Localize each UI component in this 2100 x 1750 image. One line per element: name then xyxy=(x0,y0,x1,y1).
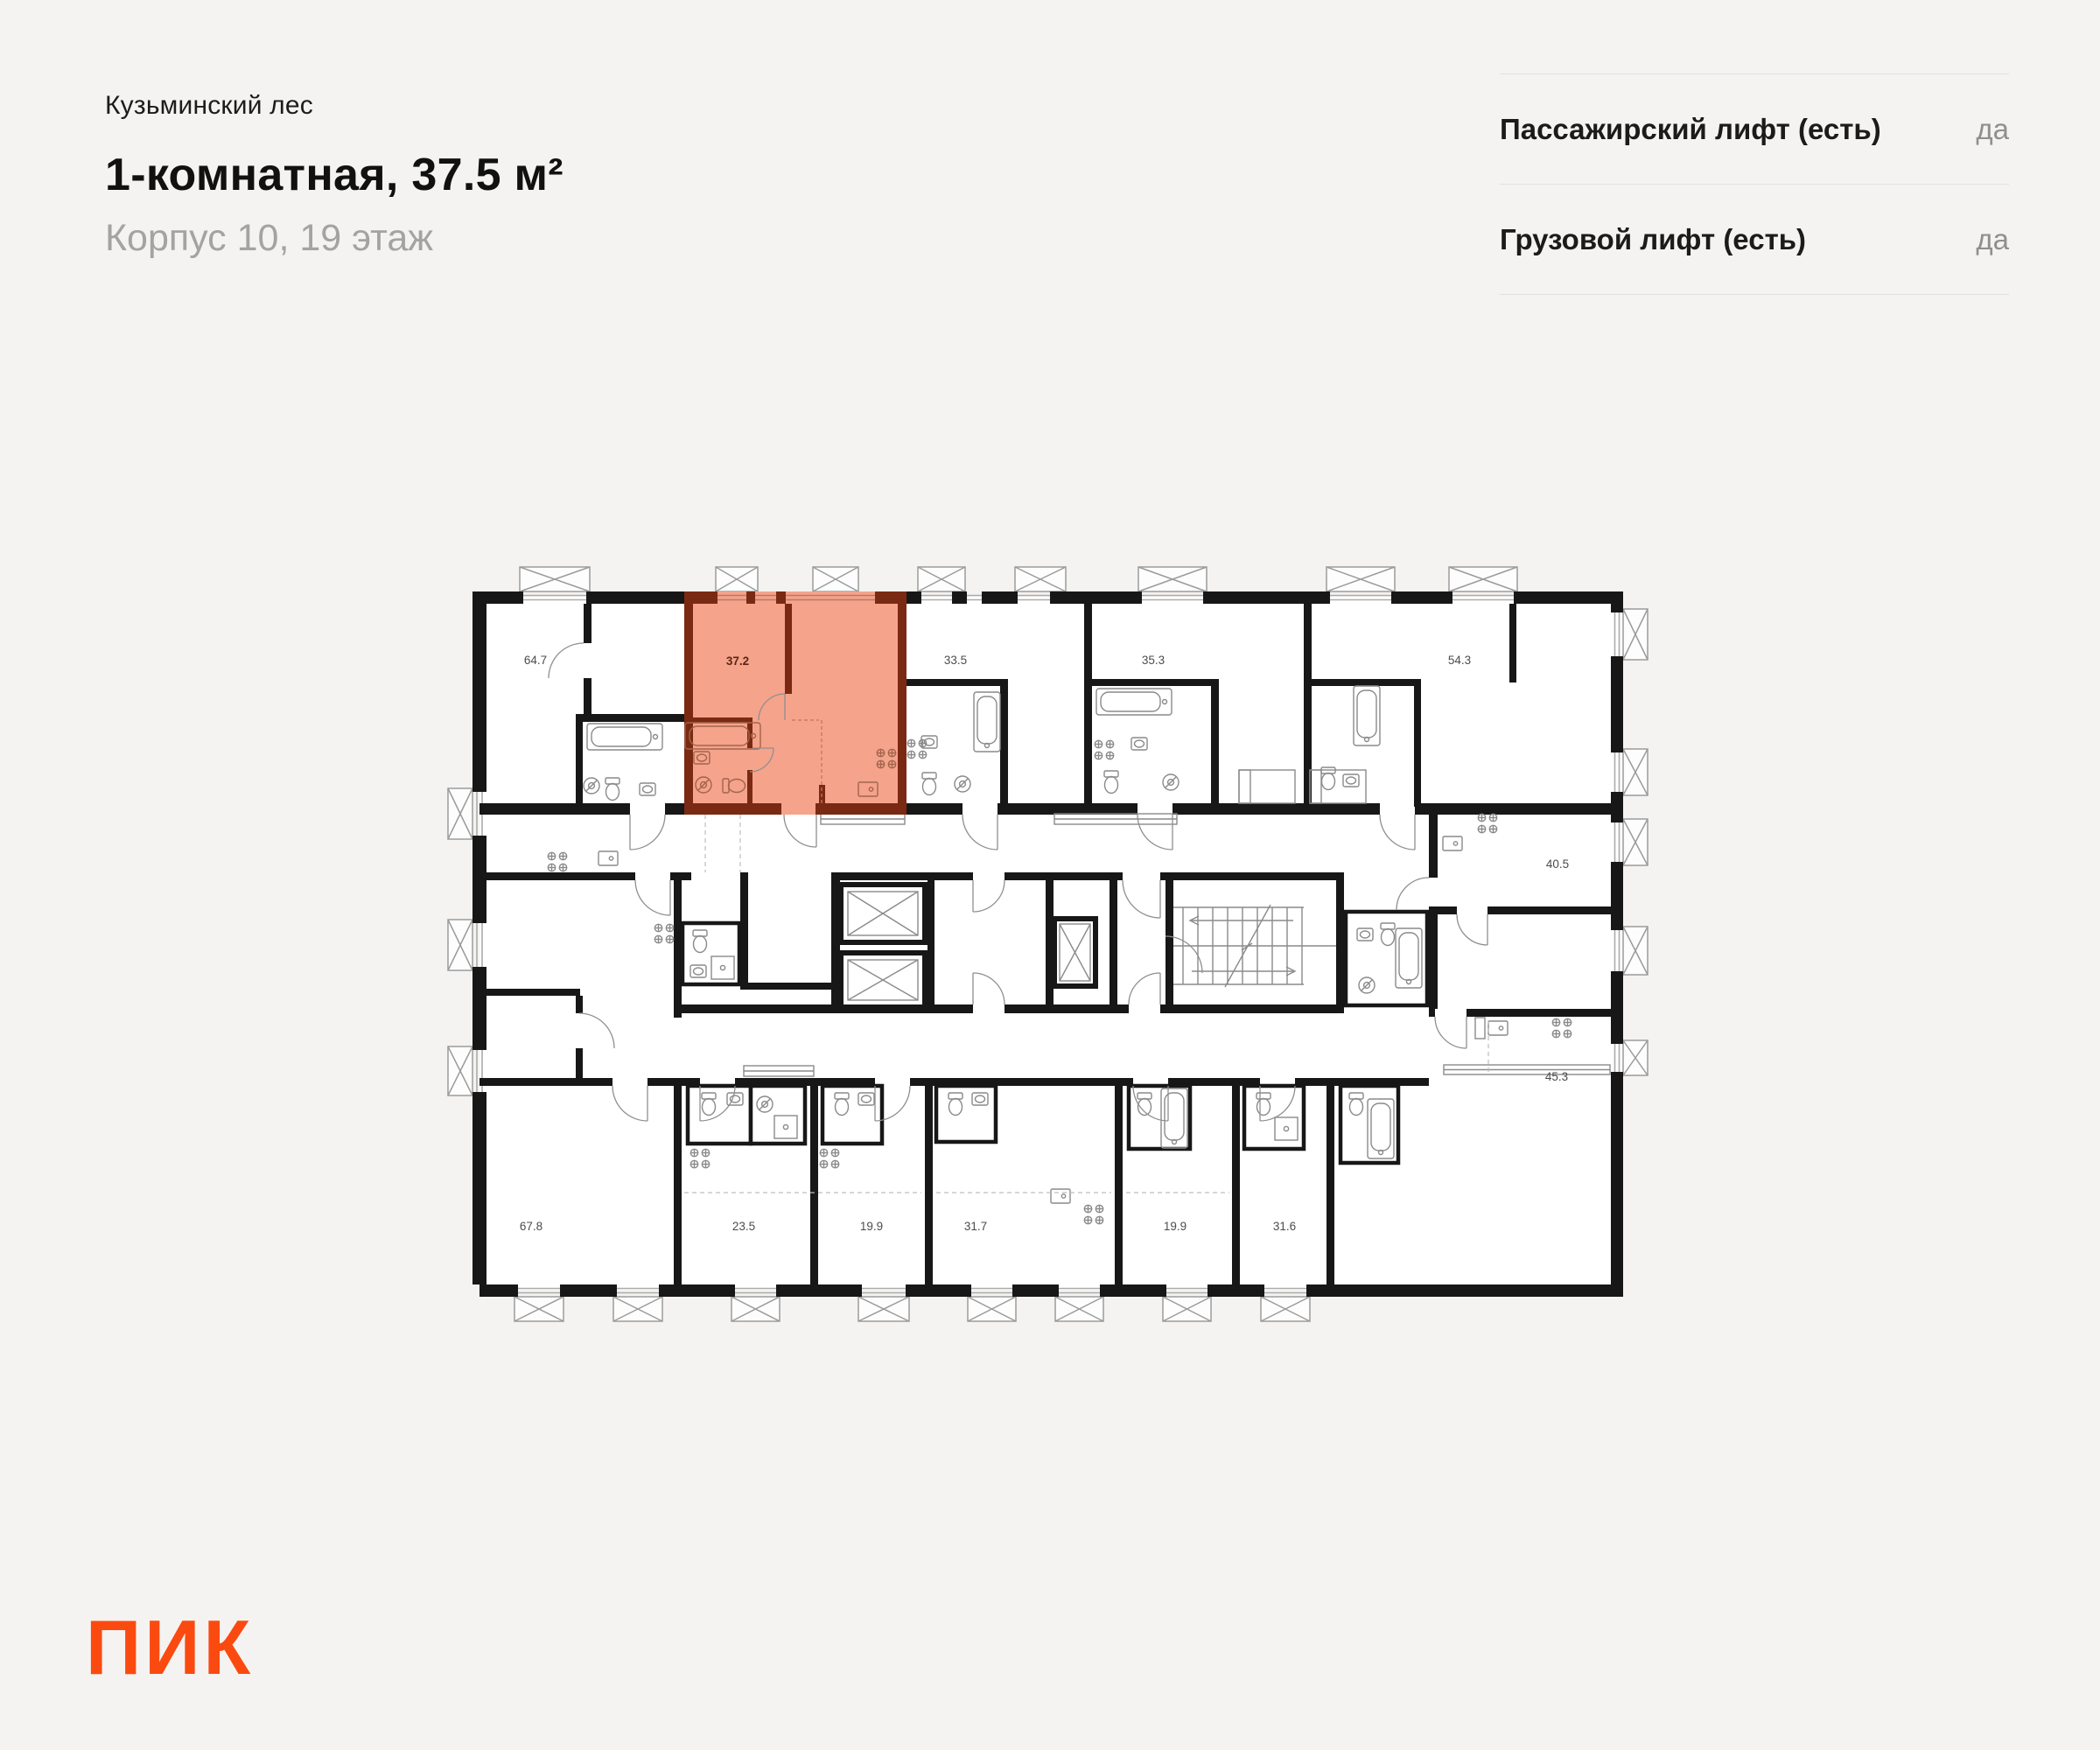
page-subtitle: Корпус 10, 19 этаж xyxy=(105,217,434,259)
area-label: 45.3 xyxy=(1544,1070,1569,1083)
page-title: 1-комнатная, 37.5 м² xyxy=(105,150,564,200)
lift-passenger-value: да xyxy=(1976,112,2009,145)
area-label: 64.7 xyxy=(523,654,548,667)
header xyxy=(105,91,564,260)
area-label: 54.3 xyxy=(1447,654,1472,667)
area-label: 67.8 xyxy=(519,1220,543,1233)
area-label: 23.5 xyxy=(732,1220,756,1233)
lift-row-passenger xyxy=(1500,74,2009,185)
pik-logo[interactable]: ПИК xyxy=(86,1604,255,1690)
area-label: 31.6 xyxy=(1272,1220,1297,1233)
lift-info-panel xyxy=(1500,74,2009,295)
area-label: 19.9 xyxy=(859,1220,884,1233)
lift-row-cargo xyxy=(1500,185,2009,295)
area-label: 40.5 xyxy=(1545,858,1570,871)
highlighted-fill xyxy=(684,592,906,815)
lift-cargo-label: Грузовой лифт (есть) xyxy=(1500,222,1807,256)
floor-plan xyxy=(446,560,1662,1330)
lift-passenger-label: Пассажирский лифт (есть) xyxy=(1500,112,1881,145)
area-label: 31.7 xyxy=(963,1220,988,1233)
project-name: Кузьминский лес xyxy=(105,91,313,120)
area-label: 35.3 xyxy=(1141,654,1166,667)
area-label: 33.5 xyxy=(943,654,968,667)
highlighted-apartment[interactable] xyxy=(684,592,906,847)
area-label: 19.9 xyxy=(1163,1220,1187,1233)
lift-cargo-value: да xyxy=(1976,222,2009,256)
area-label-highlighted: 37.2 xyxy=(725,654,750,668)
